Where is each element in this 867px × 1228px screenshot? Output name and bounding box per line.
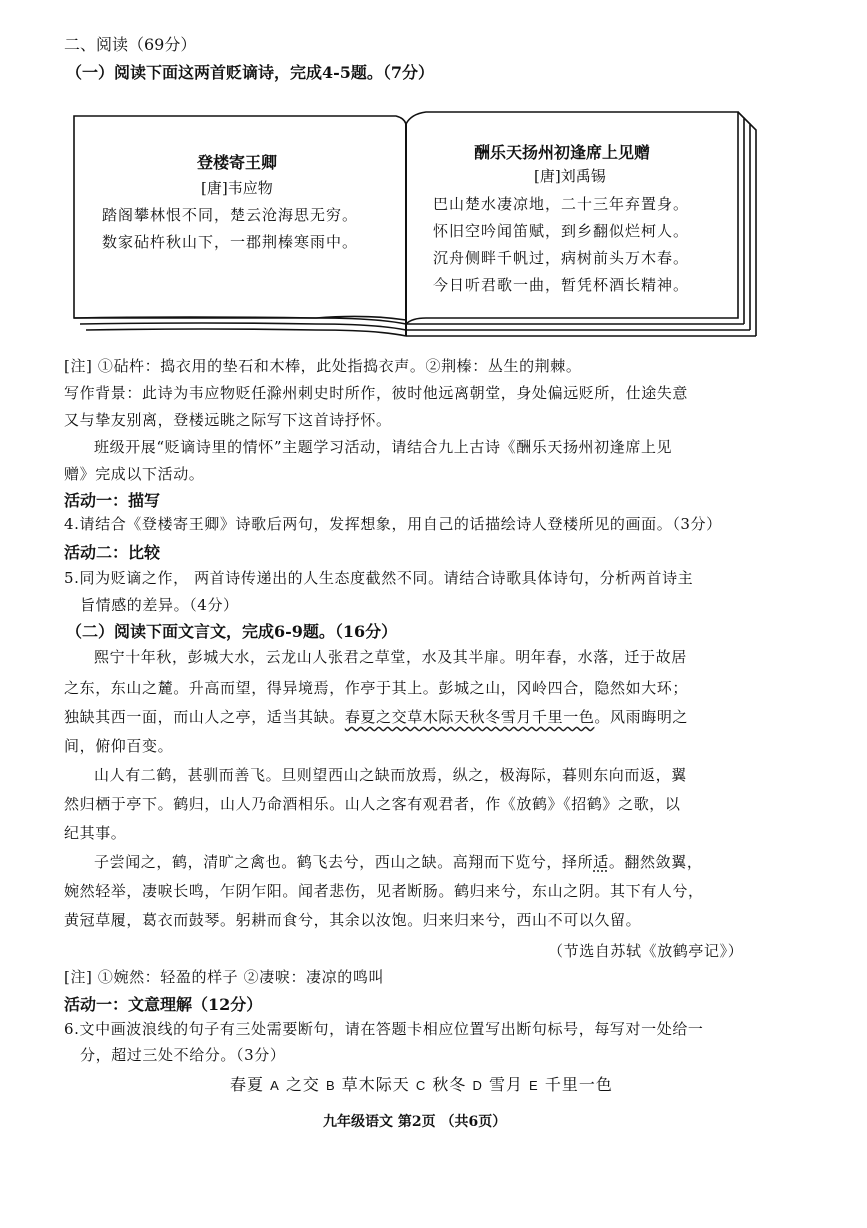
question-5: 5.同为贬谪之作， 两首诗传递出的人生态度截然不同。请结合诗歌具体诗句，分析两首诗主 [64, 569, 694, 587]
poem-right-line: 今日听君歌一曲，暂凭杯酒长精神。 [433, 276, 690, 294]
poem-left-title: 登楼寄王卿 [197, 153, 278, 172]
break-marker: D [472, 1078, 483, 1093]
background-line: 又与挚友别离，登楼远眺之际写下这首诗抒怀。 [64, 411, 392, 429]
q6-sentence [230, 1072, 613, 1095]
q6-segment: 雪月 [488, 1075, 523, 1094]
break-marker: E [529, 1078, 539, 1093]
intro-line: 赠》完成以下活动。 [64, 465, 205, 483]
dotted-keyword: 适 [593, 853, 609, 871]
q6-segment: 秋冬 [432, 1075, 467, 1094]
activity-label: 活动一：文意理解（12分） [64, 995, 263, 1014]
section-heading: 二、阅读（69分） [64, 35, 197, 54]
break-marker: C [415, 1078, 427, 1093]
passage-line: 之东，东山之麓。升高而望，得异境焉，作亭于其上。彭城之山，冈岭四合，隐然如大环； [64, 679, 689, 697]
q6-segment: 之交 [285, 1075, 320, 1094]
part1-heading: （一）阅读下面这两首贬谪诗，完成4-5题。（7分） [66, 63, 435, 82]
q6-segment: 春夏 [230, 1075, 265, 1094]
q6-segment: 草木际天 [341, 1075, 410, 1094]
passage-line: 熙宁十年秋，彭城大水，云龙山人张君之草堂，水及其半扉。明年春，水落，迁于故居 [94, 648, 687, 666]
passage-line: 婉然轻举，凄唳长鸣，乍阴乍阳。闻者悲伤，见者断肠。鹤归来兮，东山之阴。其下有人兮， [64, 882, 704, 900]
q6-segment: 千里一色 [544, 1075, 613, 1094]
passage-source: （节选自苏轼《放鹤亭记》） [548, 942, 744, 960]
question-5: 旨情感的差异。（4分） [80, 596, 239, 614]
break-marker: B [325, 1078, 336, 1093]
wavy-underlined-sentence: 春夏之交草木际天秋冬雪月千里一色 [344, 708, 595, 726]
poem-right-title: 酬乐天扬州初逢席上见赠 [474, 143, 651, 162]
passage-line [64, 706, 688, 727]
poem-note: [注] ①砧杵：捣衣用的垫石和木棒，此处指捣衣声。②荆榛：丛生的荆棘。 [64, 357, 582, 375]
passage-note: [注] ①婉然：轻盈的样子 ②凄唳：凄凉的鸣叫 [64, 968, 385, 986]
background-line: 写作背景：此诗为韦应物贬任滁州刺史时所作，彼时他远离朝堂，身处偏远贬所，仕途失意 [64, 384, 689, 402]
activity-label: 活动一：描写 [64, 491, 161, 510]
passage-line: 纪其事。 [64, 824, 127, 842]
poem-right-line: 沉舟侧畔千帆过，病树前头万木春。 [433, 249, 690, 267]
part2-heading: （二）阅读下面文言文，完成6-9题。（16分） [66, 622, 398, 641]
poem-right-author: [唐]刘禹锡 [534, 167, 606, 185]
poem-left-author: [唐]韦应物 [201, 179, 273, 197]
question-6: 6.文中画波浪线的句子有三处需要断句，请在答题卡相应位置写出断句标号，每写对一处给一 [64, 1020, 704, 1038]
passage-line: 间，俯仰百变。 [64, 737, 174, 755]
activity-label: 活动二：比较 [64, 543, 161, 562]
passage-text: 子尝闻之，鹤，清旷之禽也。鹤飞去兮，西山之缺。高翔而下览兮，择所 [94, 853, 594, 871]
passage-line: 山人有二鹤，甚驯而善飞。旦则望西山之缺而放焉，纵之，极海际，暮则东向而返，翼 [94, 766, 687, 784]
question-6: 分，超过三处不给分。（3分） [80, 1046, 286, 1064]
poem-right-line: 怀旧空吟闻笛赋，到乡翻似烂柯人。 [433, 222, 690, 240]
intro-line: 班级开展“贬谪诗里的情怀”主题学习活动，请结合九上古诗《酬乐天扬州初逢席上见 [94, 438, 673, 456]
passage-text: 独缺其西一面，而山人之亭，适当其缺。 [64, 708, 345, 726]
passage-line: 黄冠草履，葛衣而鼓琴。躬耕而食兮，其余以汝饱。归来归来兮，西山不可以久留。 [64, 911, 642, 929]
passage-text: 。翻然敛翼， [608, 853, 703, 871]
break-marker: A [270, 1078, 280, 1093]
poem-left-line: 数家砧杵秋山下，一郡荆榛寒雨中。 [102, 233, 359, 251]
page-footer: 九年级语文 第2页 （共6页） [323, 1114, 507, 1130]
poem-right-line: 巴山楚水凄凉地，二十三年弃置身。 [433, 195, 690, 213]
passage-text: 。风雨晦明之 [594, 708, 689, 726]
passage-line [94, 851, 702, 872]
poem-left-line: 踏阁攀林恨不同，楚云沧海思无穷。 [102, 206, 359, 224]
question-4: 4.请结合《登楼寄王卿》诗歌后两句，发挥想象，用自己的话描绘诗人登楼所见的画面。（3分） [64, 515, 722, 533]
passage-line: 然归栖于亭下。鹤归，山人乃命酒相乐。山人之客有观君者，作《放鹤》《招鹤》之歌，以 [64, 795, 681, 813]
